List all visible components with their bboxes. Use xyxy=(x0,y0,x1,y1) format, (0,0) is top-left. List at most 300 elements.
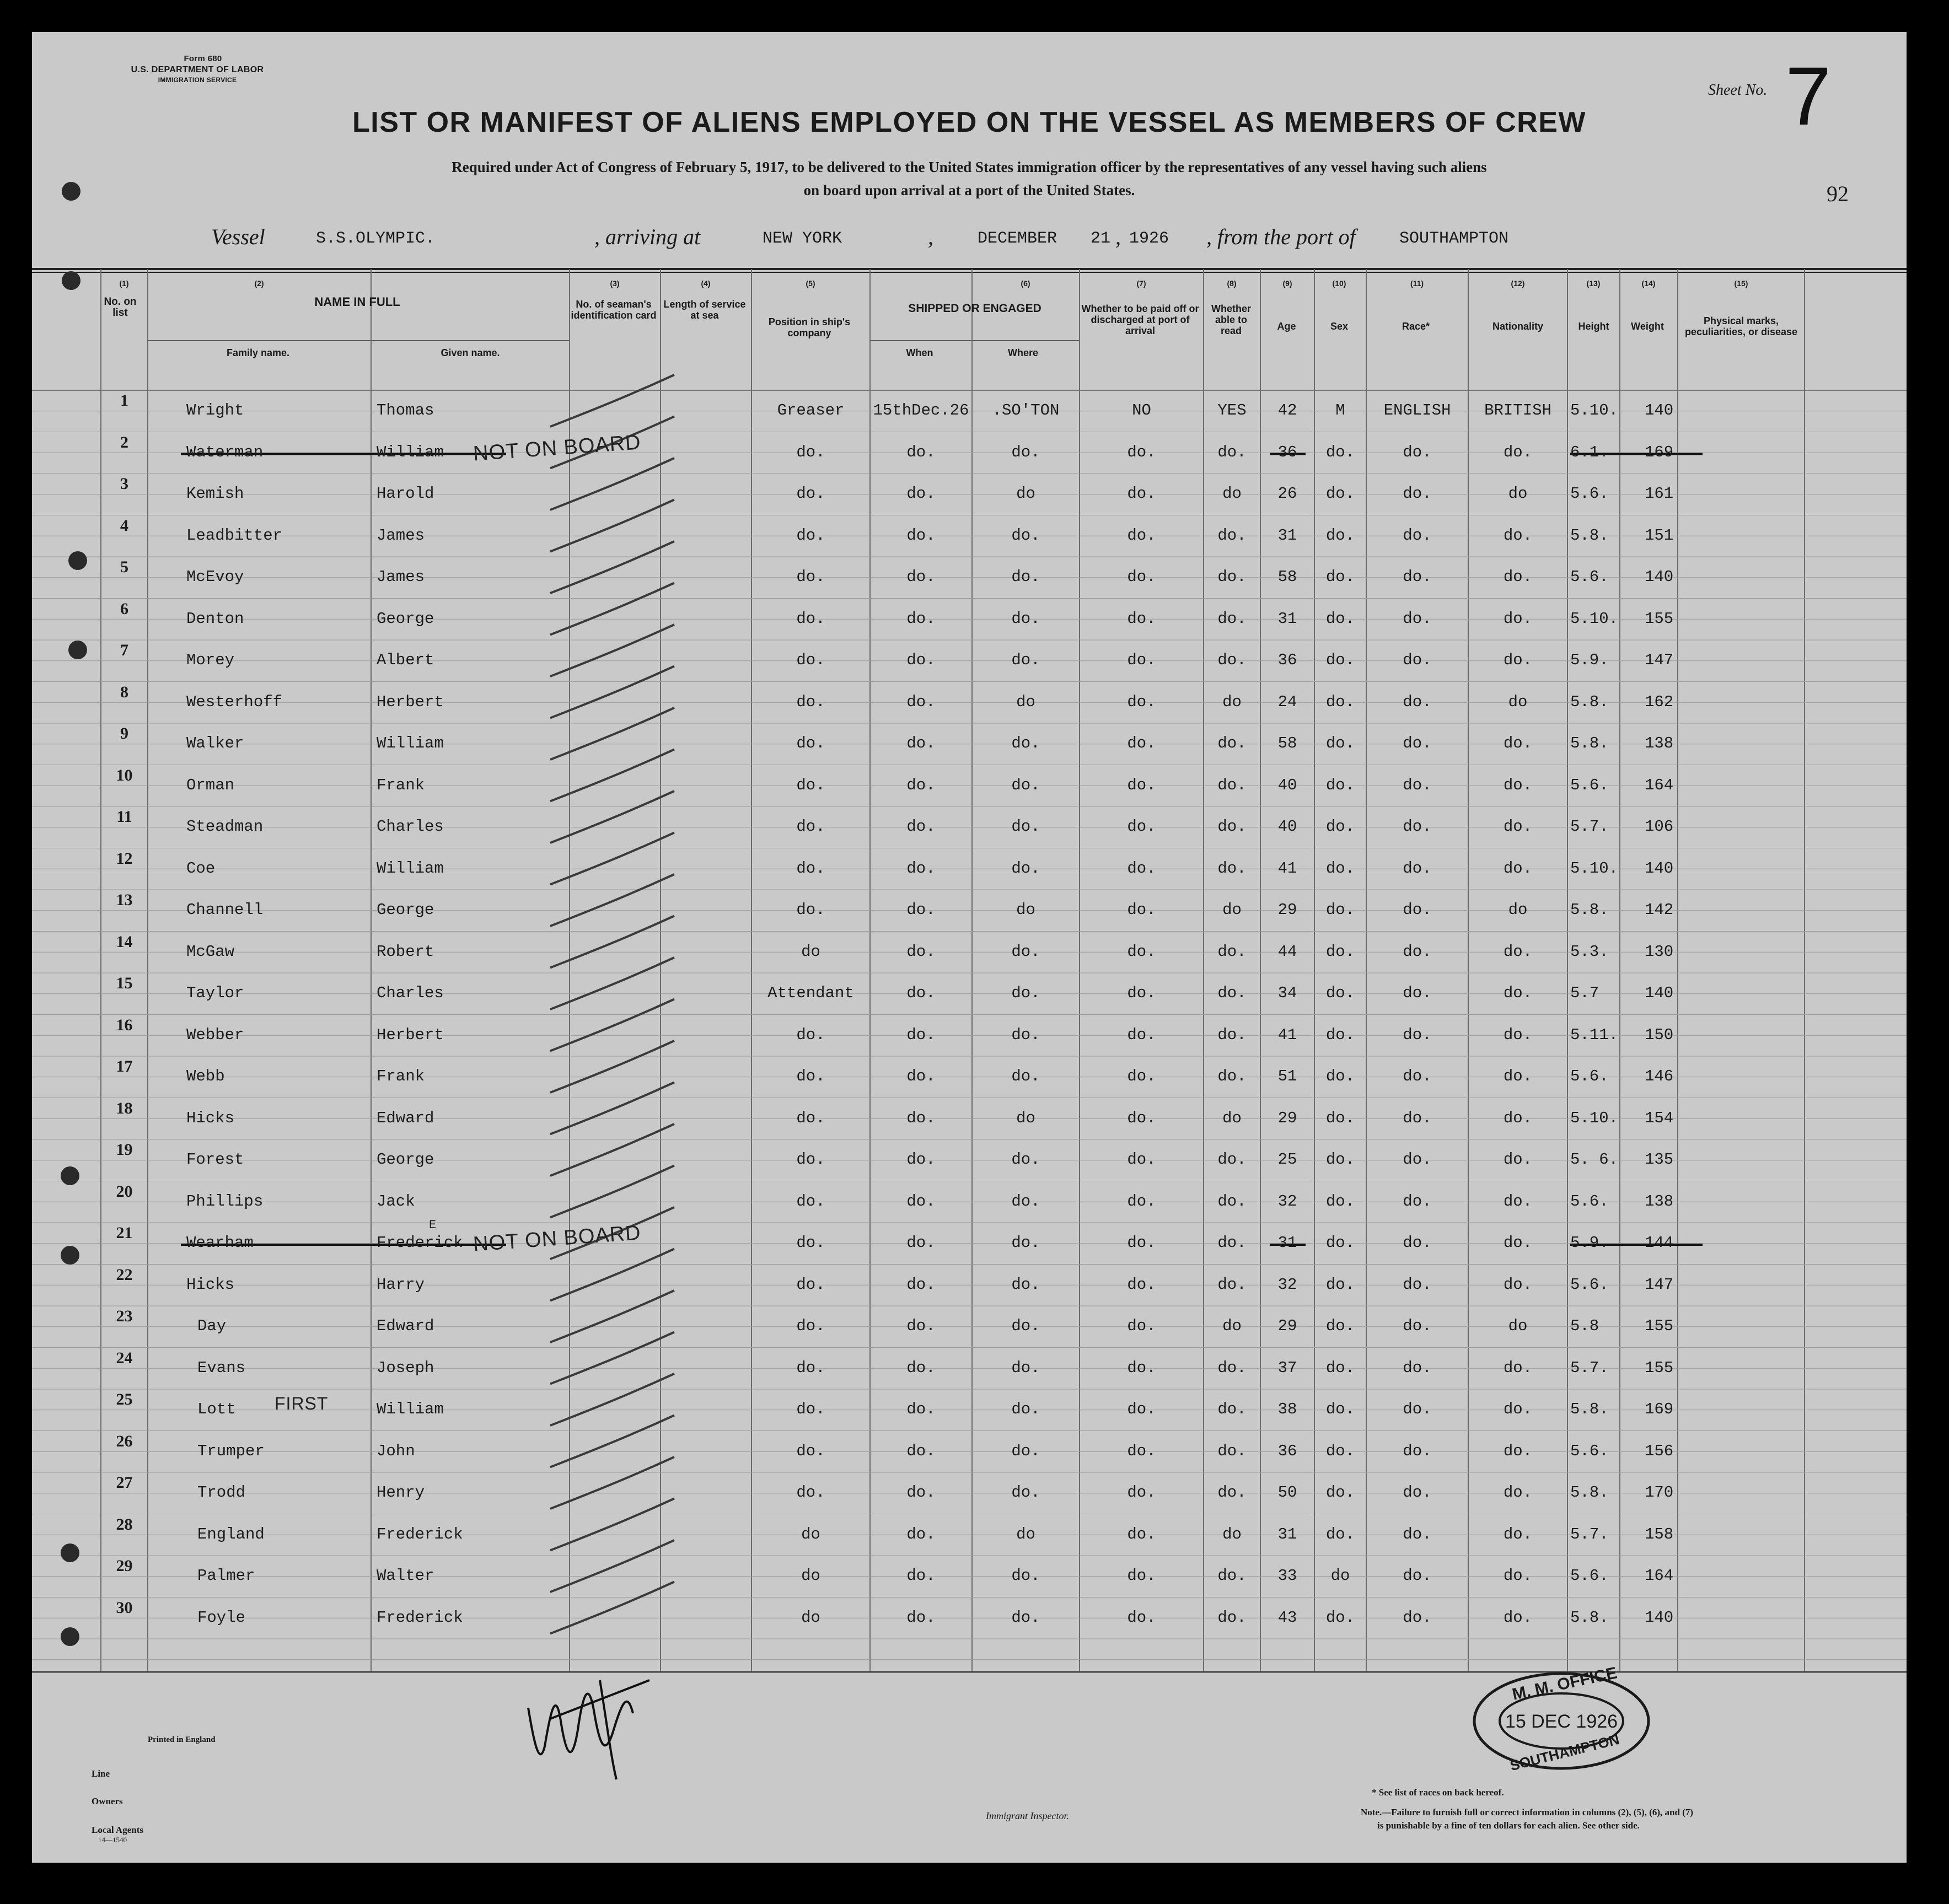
weight: 169 xyxy=(1645,443,1674,461)
able-to-read: do. xyxy=(1217,443,1247,461)
position: do. xyxy=(796,859,825,878)
nationality: do. xyxy=(1503,1358,1533,1377)
shipped-when: do. xyxy=(906,485,936,503)
shipped-where: do. xyxy=(1011,984,1040,1002)
nationality: do xyxy=(1508,901,1528,919)
arrival-day: 21 xyxy=(1091,229,1111,248)
race: do. xyxy=(1403,984,1432,1002)
row-number: 13 xyxy=(116,891,133,909)
weight: 170 xyxy=(1645,1483,1674,1502)
stamp-bottom-text: SOUTHAMPTON xyxy=(1508,1730,1622,1774)
able-to-read: do xyxy=(1222,1525,1242,1543)
shipped-when: do. xyxy=(906,1192,936,1211)
pencil-tick xyxy=(550,1041,674,1093)
race: do. xyxy=(1403,859,1432,878)
family-name: Westerhoff xyxy=(186,692,283,711)
given-name: William xyxy=(377,1400,444,1418)
position: do. xyxy=(796,485,825,503)
pencil-tick xyxy=(550,791,674,843)
row-number: 30 xyxy=(116,1598,133,1617)
family-name: Lott xyxy=(197,1400,236,1418)
age: 37 xyxy=(1277,1358,1297,1377)
sex: do. xyxy=(1325,1525,1355,1543)
header-sex: Sex xyxy=(1330,321,1349,332)
row-number: 12 xyxy=(116,849,133,868)
row-number: 20 xyxy=(116,1182,133,1201)
sex: do. xyxy=(1325,984,1355,1002)
nationality: do. xyxy=(1503,1400,1533,1418)
position: do xyxy=(801,942,820,961)
sex: do. xyxy=(1325,609,1355,628)
shipped-when: do. xyxy=(906,1234,936,1252)
paid-off: do. xyxy=(1127,526,1156,545)
position: do. xyxy=(796,1025,825,1044)
position: do. xyxy=(796,568,825,586)
paid-off: do. xyxy=(1127,1400,1156,1418)
header-height: Height xyxy=(1578,321,1609,332)
pencil-tick xyxy=(550,1540,674,1592)
given-name: Harry xyxy=(377,1275,425,1294)
given-name: Walter xyxy=(377,1567,434,1585)
sex: do. xyxy=(1325,1109,1355,1127)
position: do. xyxy=(796,1109,825,1127)
column-number: (15) xyxy=(1734,279,1748,288)
given-name: Harold xyxy=(377,485,434,503)
age: 29 xyxy=(1277,1317,1297,1335)
able-to-read: do. xyxy=(1217,984,1247,1002)
height: 5.8. xyxy=(1570,1400,1609,1418)
row-number: 11 xyxy=(116,808,132,826)
position: do. xyxy=(796,734,825,752)
row-number: 5 xyxy=(120,558,128,576)
shipped-when: do. xyxy=(906,1400,936,1418)
paid-off: do. xyxy=(1127,901,1156,919)
paid-off: do. xyxy=(1127,692,1156,711)
able-to-read: do. xyxy=(1217,1483,1247,1502)
position: do. xyxy=(796,1150,825,1169)
given-name: James xyxy=(377,526,425,545)
height: 5.10. xyxy=(1570,1109,1619,1127)
height: 5.8. xyxy=(1570,1608,1609,1627)
family-name: Walker xyxy=(186,734,244,752)
inspector-signature xyxy=(517,1647,661,1790)
given-name: George xyxy=(377,609,434,628)
nationality: do. xyxy=(1503,1109,1533,1127)
age: 34 xyxy=(1277,984,1297,1002)
sheet-label: Sheet No. xyxy=(1708,82,1768,99)
family-name: Leadbitter xyxy=(186,526,283,545)
pencil-tick xyxy=(550,999,674,1051)
family-name: Orman xyxy=(186,776,235,794)
height: 5.8. xyxy=(1570,692,1609,711)
arriving-label: , arriving at xyxy=(594,224,701,249)
age: 42 xyxy=(1277,401,1297,419)
office-stamp xyxy=(1471,1664,1652,1774)
paid-off: do. xyxy=(1127,485,1156,503)
shipped-when: do. xyxy=(906,942,936,961)
pencil-tick xyxy=(550,1374,674,1426)
paid-off: do. xyxy=(1127,1067,1156,1085)
weight: 161 xyxy=(1645,485,1674,503)
given-name: Edward xyxy=(377,1109,434,1127)
form-service: IMMIGRATION SERVICE xyxy=(158,76,237,84)
race: do. xyxy=(1403,1400,1432,1418)
weight: 150 xyxy=(1645,1025,1674,1044)
pencil-tick xyxy=(550,1166,674,1218)
row-number: 25 xyxy=(116,1390,133,1408)
nationality: do. xyxy=(1503,1567,1533,1585)
column-number: (7) xyxy=(1136,279,1146,288)
nationality: do xyxy=(1508,485,1528,503)
nationality: do. xyxy=(1503,1608,1533,1627)
position: do. xyxy=(796,776,825,794)
given-name: Herbert xyxy=(377,692,444,711)
weight: 155 xyxy=(1645,609,1674,628)
age: 24 xyxy=(1277,692,1297,711)
family-name: Day xyxy=(197,1317,227,1335)
sex: do. xyxy=(1325,568,1355,586)
header-no-on-list: No. on list xyxy=(104,296,137,319)
race-note: * See list of races on back hereof. xyxy=(1372,1787,1504,1798)
weight: 144 xyxy=(1645,1234,1674,1252)
nationality: do. xyxy=(1503,1150,1533,1169)
weight: 154 xyxy=(1645,1109,1674,1127)
weight: 155 xyxy=(1645,1317,1674,1335)
shipped-when: do. xyxy=(906,734,936,752)
paid-off: do. xyxy=(1127,651,1156,669)
age: 36 xyxy=(1277,1442,1297,1460)
position: do. xyxy=(796,1483,825,1502)
subtitle-line-2: on board upon arrival at a port of the United States. xyxy=(803,182,1135,198)
nationality: do. xyxy=(1503,1025,1533,1044)
shipped-when: do. xyxy=(906,1525,936,1543)
column-number: (1) xyxy=(119,279,129,288)
comma: , xyxy=(1115,224,1121,249)
shipped-when: do. xyxy=(906,1483,936,1502)
arrival-year: 1926 xyxy=(1129,229,1169,248)
race: do. xyxy=(1403,692,1432,711)
race: do. xyxy=(1403,776,1432,794)
paid-off: do. xyxy=(1127,609,1156,628)
sex: do. xyxy=(1325,1067,1355,1085)
height: 5.8. xyxy=(1570,734,1609,752)
punch-hole xyxy=(61,1543,79,1562)
family-name: Wright xyxy=(186,401,244,419)
position: do. xyxy=(796,1442,825,1460)
header-seaman-id: No. of seaman's identification card xyxy=(571,299,657,321)
weight: 140 xyxy=(1645,984,1674,1002)
shipped-where: do. xyxy=(1011,651,1040,669)
row-number: 29 xyxy=(116,1557,133,1575)
able-to-read: YES xyxy=(1217,401,1247,419)
header-race: Race* xyxy=(1402,321,1430,332)
weight: 138 xyxy=(1645,734,1674,752)
column-number: (6) xyxy=(1021,279,1030,288)
sex: do. xyxy=(1325,1234,1355,1252)
row-number: 1 xyxy=(120,391,128,410)
paid-off: do. xyxy=(1127,1442,1156,1460)
given-name: Charles xyxy=(377,984,444,1002)
age: 44 xyxy=(1277,942,1297,961)
paid-off: do. xyxy=(1127,1317,1156,1335)
age: 31 xyxy=(1277,1234,1297,1252)
shipped-when: do. xyxy=(906,1025,936,1044)
sex: do. xyxy=(1325,1400,1355,1418)
pencil-tick xyxy=(550,583,674,635)
age: 38 xyxy=(1277,1400,1297,1418)
row-number: 16 xyxy=(116,1015,133,1034)
page-number: 92 xyxy=(1827,181,1849,206)
pencil-tick xyxy=(550,458,674,510)
row-number: 18 xyxy=(116,1099,133,1117)
column-number: (14) xyxy=(1641,279,1656,288)
given-name: Charles xyxy=(377,817,444,836)
shipped-when: do. xyxy=(906,609,936,628)
given-name-initial: E xyxy=(429,1218,437,1232)
paid-off: do. xyxy=(1127,443,1156,461)
weight: 140 xyxy=(1645,1608,1674,1627)
pencil-tick xyxy=(550,1124,674,1176)
pencil-tick xyxy=(550,708,674,760)
height: 5.6. xyxy=(1570,1567,1609,1585)
height: 5.10. xyxy=(1570,859,1619,878)
family-name: Coe xyxy=(186,859,216,878)
paid-off: do. xyxy=(1127,1608,1156,1627)
sex: do. xyxy=(1325,1150,1355,1169)
nationality: do. xyxy=(1503,1483,1533,1502)
race: do. xyxy=(1403,734,1432,752)
row-number: 23 xyxy=(116,1307,133,1325)
height: 5.8. xyxy=(1570,901,1609,919)
given-name: George xyxy=(377,1150,434,1169)
row-number: 15 xyxy=(116,974,133,992)
row-number: 17 xyxy=(116,1057,133,1075)
given-name: Jack xyxy=(377,1192,415,1211)
shipped-when: do. xyxy=(906,1567,936,1585)
column-number: (4) xyxy=(701,279,711,288)
position: do. xyxy=(796,901,825,919)
paid-off: do. xyxy=(1127,942,1156,961)
arrival-port: NEW YORK xyxy=(763,229,842,248)
shipped-when: do. xyxy=(906,568,936,586)
pencil-tick xyxy=(550,1416,674,1467)
race: do. xyxy=(1403,485,1432,503)
vessel-label: Vessel xyxy=(211,224,265,249)
paid-off: do. xyxy=(1127,1150,1156,1169)
header-age: Age xyxy=(1277,321,1296,332)
able-to-read: do. xyxy=(1217,1608,1247,1627)
shipped-where: do xyxy=(1016,485,1035,503)
able-to-read: do xyxy=(1222,692,1242,711)
form-number: Form 680 xyxy=(184,54,222,63)
given-name: Albert xyxy=(377,651,434,669)
race: do. xyxy=(1403,1067,1432,1085)
able-to-read: do. xyxy=(1217,609,1247,628)
age: 50 xyxy=(1277,1483,1297,1502)
shipped-where: do. xyxy=(1011,817,1040,836)
weight: 147 xyxy=(1645,1275,1674,1294)
race: do. xyxy=(1403,1192,1432,1211)
row-number: 22 xyxy=(116,1265,133,1284)
shipped-where: do xyxy=(1016,901,1035,919)
nationality: do. xyxy=(1503,859,1533,878)
family-name: Webb xyxy=(186,1067,225,1085)
vessel-name: S.S.OLYMPIC. xyxy=(316,229,436,248)
column-number: (9) xyxy=(1282,279,1292,288)
family-name: Forest xyxy=(186,1150,244,1169)
stamp-date: 15 DEC 1926 xyxy=(1505,1711,1618,1732)
given-name: Edward xyxy=(377,1317,434,1335)
nationality: do. xyxy=(1503,817,1533,836)
age: 41 xyxy=(1277,859,1297,878)
weight: 140 xyxy=(1645,568,1674,586)
sex: do xyxy=(1330,1567,1350,1585)
header-nationality: Nationality xyxy=(1492,321,1543,332)
manifest-sheet xyxy=(32,32,1907,1863)
sex: do. xyxy=(1325,1275,1355,1294)
nationality: do. xyxy=(1503,734,1533,752)
race: do. xyxy=(1403,1317,1432,1335)
weight: 147 xyxy=(1645,651,1674,669)
paid-off: do. xyxy=(1127,734,1156,752)
column-number: (12) xyxy=(1511,279,1525,288)
given-name: Herbert xyxy=(377,1025,444,1044)
position: do. xyxy=(796,1400,825,1418)
race: do. xyxy=(1403,1608,1432,1627)
footer-code: 14—1540 xyxy=(98,1836,127,1844)
page-title: LIST OR MANIFEST OF ALIENS EMPLOYED ON THE VESSEL AS MEMBERS OF CREW xyxy=(352,106,1586,138)
shipped-when: do. xyxy=(906,692,936,711)
race: do. xyxy=(1403,1109,1432,1127)
age: 29 xyxy=(1277,901,1297,919)
weight: 135 xyxy=(1645,1150,1674,1169)
position: Greaser xyxy=(777,401,845,419)
weight: 130 xyxy=(1645,942,1674,961)
family-name: Wearham xyxy=(186,1234,254,1252)
nationality: BRITISH xyxy=(1484,401,1551,419)
shipped-where: do xyxy=(1016,1525,1035,1543)
height: 5.6. xyxy=(1570,1067,1609,1085)
age: 32 xyxy=(1277,1192,1297,1211)
weight: 140 xyxy=(1645,859,1674,878)
header-given-name: Given name. xyxy=(441,347,500,358)
header-length-service: Length of service at sea xyxy=(663,299,746,321)
race: do. xyxy=(1403,1567,1432,1585)
nationality: do xyxy=(1508,1317,1528,1335)
row-number: 3 xyxy=(120,475,128,493)
row-number: 8 xyxy=(120,682,128,701)
shipped-when: do. xyxy=(906,1608,936,1627)
pencil-tick xyxy=(550,833,674,885)
row-annotation: NOT ON BOARD xyxy=(472,1221,642,1256)
position: do xyxy=(801,1525,820,1543)
pencil-tick xyxy=(550,625,674,676)
race: do. xyxy=(1403,1525,1432,1543)
given-name: Frank xyxy=(377,1067,425,1085)
height: 5.7. xyxy=(1570,1525,1609,1543)
shipped-where: do. xyxy=(1011,609,1040,628)
pencil-tick xyxy=(550,958,674,1009)
age: 31 xyxy=(1277,526,1297,545)
race: do. xyxy=(1403,651,1432,669)
paid-off: do. xyxy=(1127,1483,1156,1502)
able-to-read: do. xyxy=(1217,1400,1247,1418)
header-shipped: SHIPPED OR ENGAGED xyxy=(908,302,1041,315)
stamp-top-text: M. M. OFFICE xyxy=(1510,1664,1619,1704)
race: do. xyxy=(1403,1442,1432,1460)
nationality: do. xyxy=(1503,1192,1533,1211)
height: 5.9. xyxy=(1570,1234,1609,1252)
from-port: SOUTHAMPTON xyxy=(1399,229,1509,248)
pencil-tick xyxy=(550,1582,674,1634)
pencil-tick xyxy=(550,916,674,968)
height: 5.8. xyxy=(1570,1483,1609,1502)
paid-off: do. xyxy=(1127,859,1156,878)
shipped-where: do. xyxy=(1011,1317,1040,1335)
shipped-when: do. xyxy=(906,984,936,1002)
sex: do. xyxy=(1325,776,1355,794)
shipped-when: do. xyxy=(906,651,936,669)
row-number: 10 xyxy=(116,766,133,784)
shipped-where: do. xyxy=(1011,1275,1040,1294)
position: do. xyxy=(796,651,825,669)
row-number: 2 xyxy=(120,433,128,451)
shipped-where: do. xyxy=(1011,1442,1040,1460)
nationality: do. xyxy=(1503,568,1533,586)
row-number: 24 xyxy=(116,1348,133,1367)
given-name: William xyxy=(377,734,444,752)
footer-agents-label: Local Agents xyxy=(92,1825,143,1835)
able-to-read: do. xyxy=(1217,734,1247,752)
age: 33 xyxy=(1277,1567,1297,1585)
position: do. xyxy=(796,1275,825,1294)
sex: do. xyxy=(1325,1358,1355,1377)
paid-off: do. xyxy=(1127,1358,1156,1377)
shipped-where: do. xyxy=(1011,734,1040,752)
height: 5.6. xyxy=(1570,485,1609,503)
row-number: 27 xyxy=(116,1473,133,1492)
paid-off: do. xyxy=(1127,776,1156,794)
paid-off: NO xyxy=(1132,401,1151,419)
punch-hole xyxy=(61,1627,79,1646)
sex: do. xyxy=(1325,1317,1355,1335)
weight: 162 xyxy=(1645,692,1674,711)
shipped-where: do. xyxy=(1011,1150,1040,1169)
able-to-read: do. xyxy=(1217,568,1247,586)
paid-off: do. xyxy=(1127,1025,1156,1044)
punch-hole xyxy=(62,271,80,290)
shipped-when: do. xyxy=(906,1358,936,1377)
age: 36 xyxy=(1277,651,1297,669)
shipped-when: do. xyxy=(906,901,936,919)
able-to-read: do. xyxy=(1217,1067,1247,1085)
age: 36 xyxy=(1277,443,1297,461)
height: 5.6. xyxy=(1570,1192,1609,1211)
height: 5.8. xyxy=(1570,526,1609,545)
position: do. xyxy=(796,1234,825,1252)
weight: 140 xyxy=(1645,401,1674,419)
sex: do. xyxy=(1325,692,1355,711)
height: 5.6. xyxy=(1570,568,1609,586)
shipped-where: do. xyxy=(1011,1483,1040,1502)
height: 5.7. xyxy=(1570,1358,1609,1377)
given-name: Joseph xyxy=(377,1358,434,1377)
family-name: Denton xyxy=(186,609,244,628)
family-name: Steadman xyxy=(186,817,264,836)
height: 5.7 xyxy=(1570,984,1599,1002)
height: 5.6. xyxy=(1570,776,1609,794)
paid-off: do. xyxy=(1127,1525,1156,1543)
